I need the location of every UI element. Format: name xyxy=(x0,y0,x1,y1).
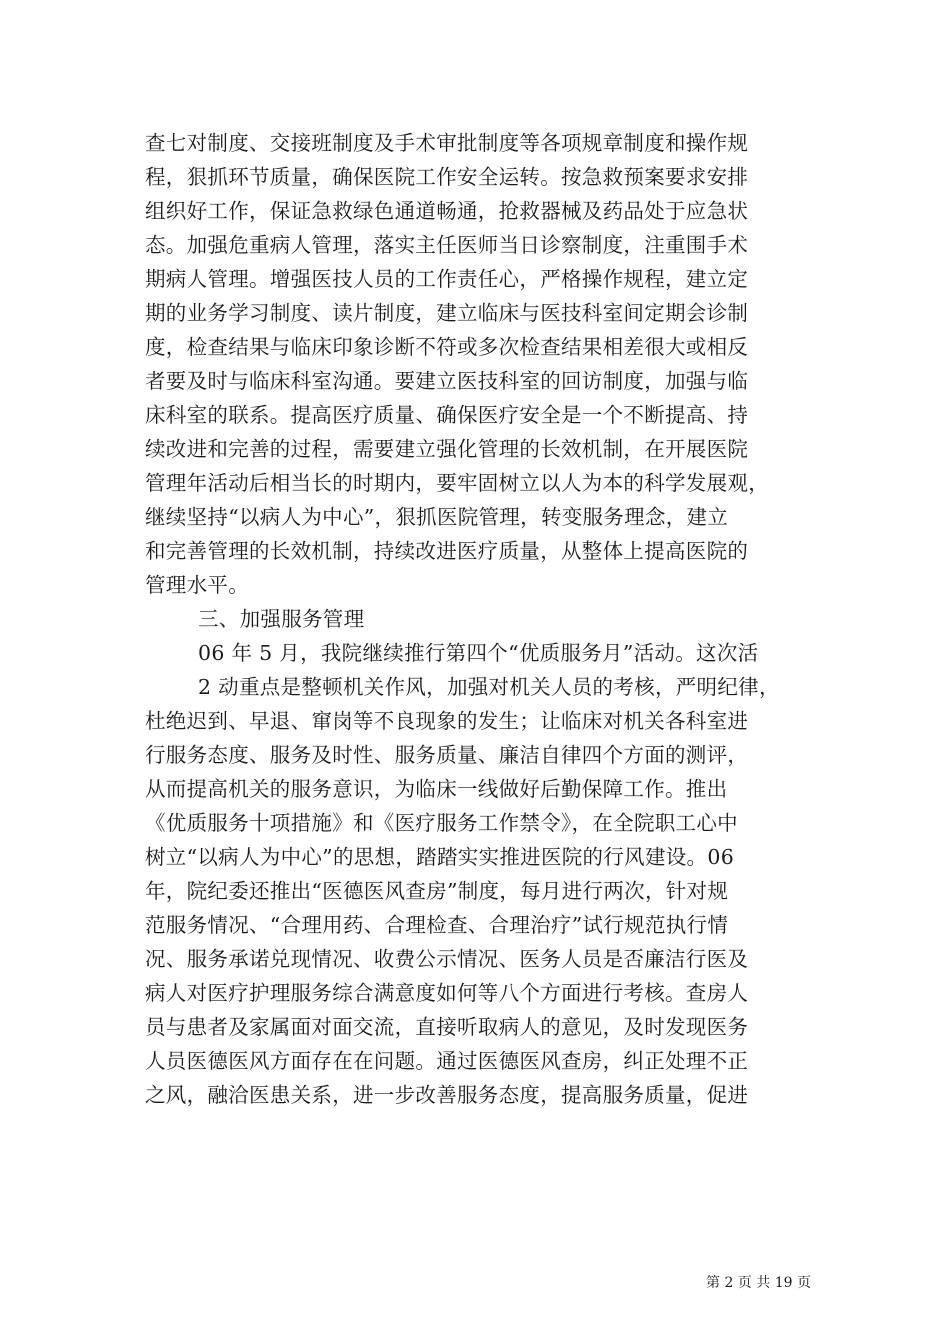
body-line: 从而提高机关的服务意识，为临床一线做好后勤保障工作。推出 xyxy=(145,777,728,801)
body-line: 树立“以病人为中心”的思想，踏踏实实推进医院的行风建设。06 xyxy=(145,845,735,869)
body-line: 者要及时与临床科室沟通。要建立医技科室的回访制度，加强与临 xyxy=(145,369,749,393)
body-line: 病人对医疗护理服务综合满意度如何等八个方面进行考核。查房人 xyxy=(145,981,749,1005)
body-line: 继续坚持“以病人为中心”，狠抓医院管理，转变服务理念，建立 xyxy=(145,505,729,529)
body-line: 06 年 5 月，我院继续推行第四个“优质服务月”活动。这次活 xyxy=(198,641,759,665)
body-line: 员与患者及家属面对面交流，直接听取病人的意见，及时发现医务 xyxy=(145,1015,749,1039)
body-line: 人员医德医风方面存在在问题。通过医德医风查房，纠正处理不正 xyxy=(145,1049,749,1073)
body-line: 期的业务学习制度、读片制度，建立临床与医技科室间定期会诊制 xyxy=(145,301,749,325)
body-line: 期病人管理。增强医技人员的工作责任心，严格操作规程，建立定 xyxy=(145,267,749,291)
body-line: 杜绝迟到、早退、窜岗等不良现象的发生；让临床对机关各科室进 xyxy=(145,709,749,733)
body-line: 查七对制度、交接班制度及手术审批制度等各项规章制度和操作规 xyxy=(145,131,749,155)
body-line: 《优质服务十项措施》和《医疗服务工作禁令》，在全院职工心中 xyxy=(145,811,738,835)
body-line: 组织好工作，保证急救绿色通道畅通，抢救器械及药品处于应急状 xyxy=(145,199,749,223)
body-line: 管理年活动后相当长的时期内，要牢固树立以人为本的科学发展观， xyxy=(145,471,769,495)
body-line: 床科室的联系。提高医疗质量、确保医疗安全是一个不断提高、持 xyxy=(145,403,749,427)
body-line: 2 动重点是整顿机关作风，加强对机关人员的考核，严明纪律， xyxy=(198,675,780,699)
body-line: 续改进和完善的过程，需要建立强化管理的长效机制，在开展医院 xyxy=(145,437,749,461)
body-line: 范服务情况、“合理用药、合理检查、合理治疗”试行规范执行情 xyxy=(145,913,729,937)
body-line: 和完善管理的长效机制，持续改进医疗质量，从整体上提高医院的 xyxy=(145,539,749,563)
body-line: 年，院纪委还推出“医德医风查房”制度，每月进行两次，针对规 xyxy=(145,879,729,903)
page-number: 第 2 页 共 19 页 xyxy=(706,1275,811,1291)
body-line: 行服务态度、服务及时性、服务质量、廉洁自律四个方面的测评， xyxy=(145,743,749,767)
body-line: 态。加强危重病人管理，落实主任医师当日诊察制度，注重围手术 xyxy=(145,233,749,257)
body-line: 况、服务承诺兑现情况、收费公示情况、医务人员是否廉洁行医及 xyxy=(145,947,749,971)
body-line: 管理水平。 xyxy=(145,573,249,597)
body-line: 之风，融洽医患关系，进一步改善服务态度，提高服务质量，促进 xyxy=(145,1083,749,1107)
section-heading: 三、加强服务管理 xyxy=(198,607,365,631)
body-line: 度，检查结果与临床印象诊断不符或多次检查结果相差很大或相反 xyxy=(145,335,749,359)
body-line: 程，狠抓环节质量，确保医院工作安全运转。按急救预案要求安排 xyxy=(145,165,749,189)
